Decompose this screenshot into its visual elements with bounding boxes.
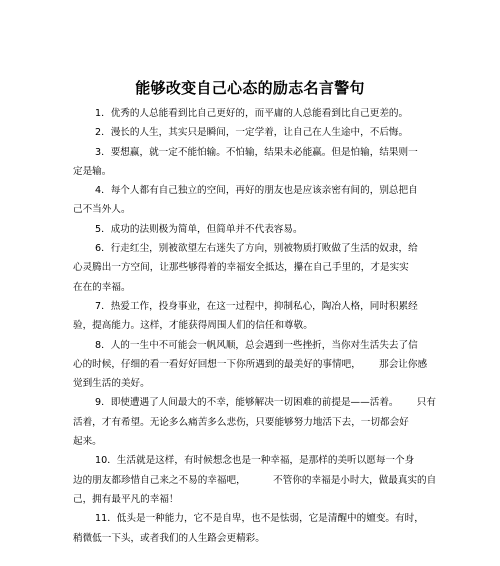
quote-line: 10．生活就是这样，有时候想念也是一种幸福，是那样的美听以愿每一个身 xyxy=(95,455,415,467)
quote-list xyxy=(73,104,438,548)
quote-line: 活着，才有希望。无论多么痛苦多么悲伤，只要能够努力地活下去，一切都会好 xyxy=(73,416,409,428)
quote-item xyxy=(73,451,438,509)
quote-line: 验，提高能力。这样，才能获得周围人们的信任和尊敬。 xyxy=(73,320,313,332)
quote-line: 7．热爱工作，投身事业，在这一过程中，抑制私心，陶冶人格，同时积累经 xyxy=(95,300,418,312)
quote-item xyxy=(73,297,438,336)
quote-item xyxy=(73,509,438,548)
quote-line: 2．漫长的人生，其实只是瞬间，一定学着，让自己在人生途中，不后悔。 xyxy=(95,127,409,139)
quote-line: 4．每个人都有自己独立的空间，再好的朋友也是应该亲密有间的，别总把自 xyxy=(95,185,418,197)
quote-line: 1．优秀的人总能看到比自己更好的，而平庸的人总能看到比自己更差的。 xyxy=(95,108,409,119)
quote-line: 心灵腾出一方空间，让那些够得着的幸福安全抵达，攥在自己手里的，才是实实 xyxy=(73,262,409,274)
quote-line: 起来。 xyxy=(73,436,102,448)
quote-line: 在在的幸福。 xyxy=(73,281,131,293)
quote-item xyxy=(73,220,438,239)
quote-item xyxy=(73,104,438,123)
quote-line: 觉到生活的美好。 xyxy=(73,378,150,390)
quote-item xyxy=(73,181,438,220)
quote-item xyxy=(73,239,438,297)
quote-line: 己不当外人。 xyxy=(73,204,131,216)
quote-line: 3．要想赢，就一定不能怕输。不怕输，结果未必能赢。但是怕输，结果则一 xyxy=(95,146,418,158)
quote-line: 边的朋友都珍惜自己来之不易的幸福吧， 不管你的幸福是小时大，做最真实的自 xyxy=(73,474,437,486)
quote-line: 己，拥有最平凡的幸福！ xyxy=(73,493,179,505)
quote-item xyxy=(73,393,438,451)
page-title: 能够改变自己心态的励志名言警句 xyxy=(135,79,365,97)
quote-line: 定是输。 xyxy=(73,165,112,177)
quote-item xyxy=(73,143,438,182)
quote-line: 9．即使遭遇了人间最大的不幸，能够解决一切困难的前提是——活着。 只有 xyxy=(95,397,436,409)
quote-line: 心的时候，仔细的看一看好好回想一下你所遇到的最美好的事情吧， 那会让你感 xyxy=(73,358,428,370)
quote-line: 8．人的一生中不可能会一帆风顺，总会遇到一些挫折，当你对生活失去了信 xyxy=(95,339,418,351)
quote-line: 11．低头是一种能力，它不是自卑，也不是怯弱，它是清醒中的嬗变。有时， xyxy=(95,513,424,525)
quote-line: 5．成功的法则极为简单，但简单并不代表容易。 xyxy=(95,223,303,235)
quote-item xyxy=(73,123,438,142)
quote-line: 6．行走红尘，别被欲望左右迷失了方向，别被物质打败做了生活的奴隶，给 xyxy=(95,243,418,255)
quote-line: 稍微低一下头，或者我们的人生路会更精彩。 xyxy=(73,532,265,544)
quote-item xyxy=(73,336,438,394)
